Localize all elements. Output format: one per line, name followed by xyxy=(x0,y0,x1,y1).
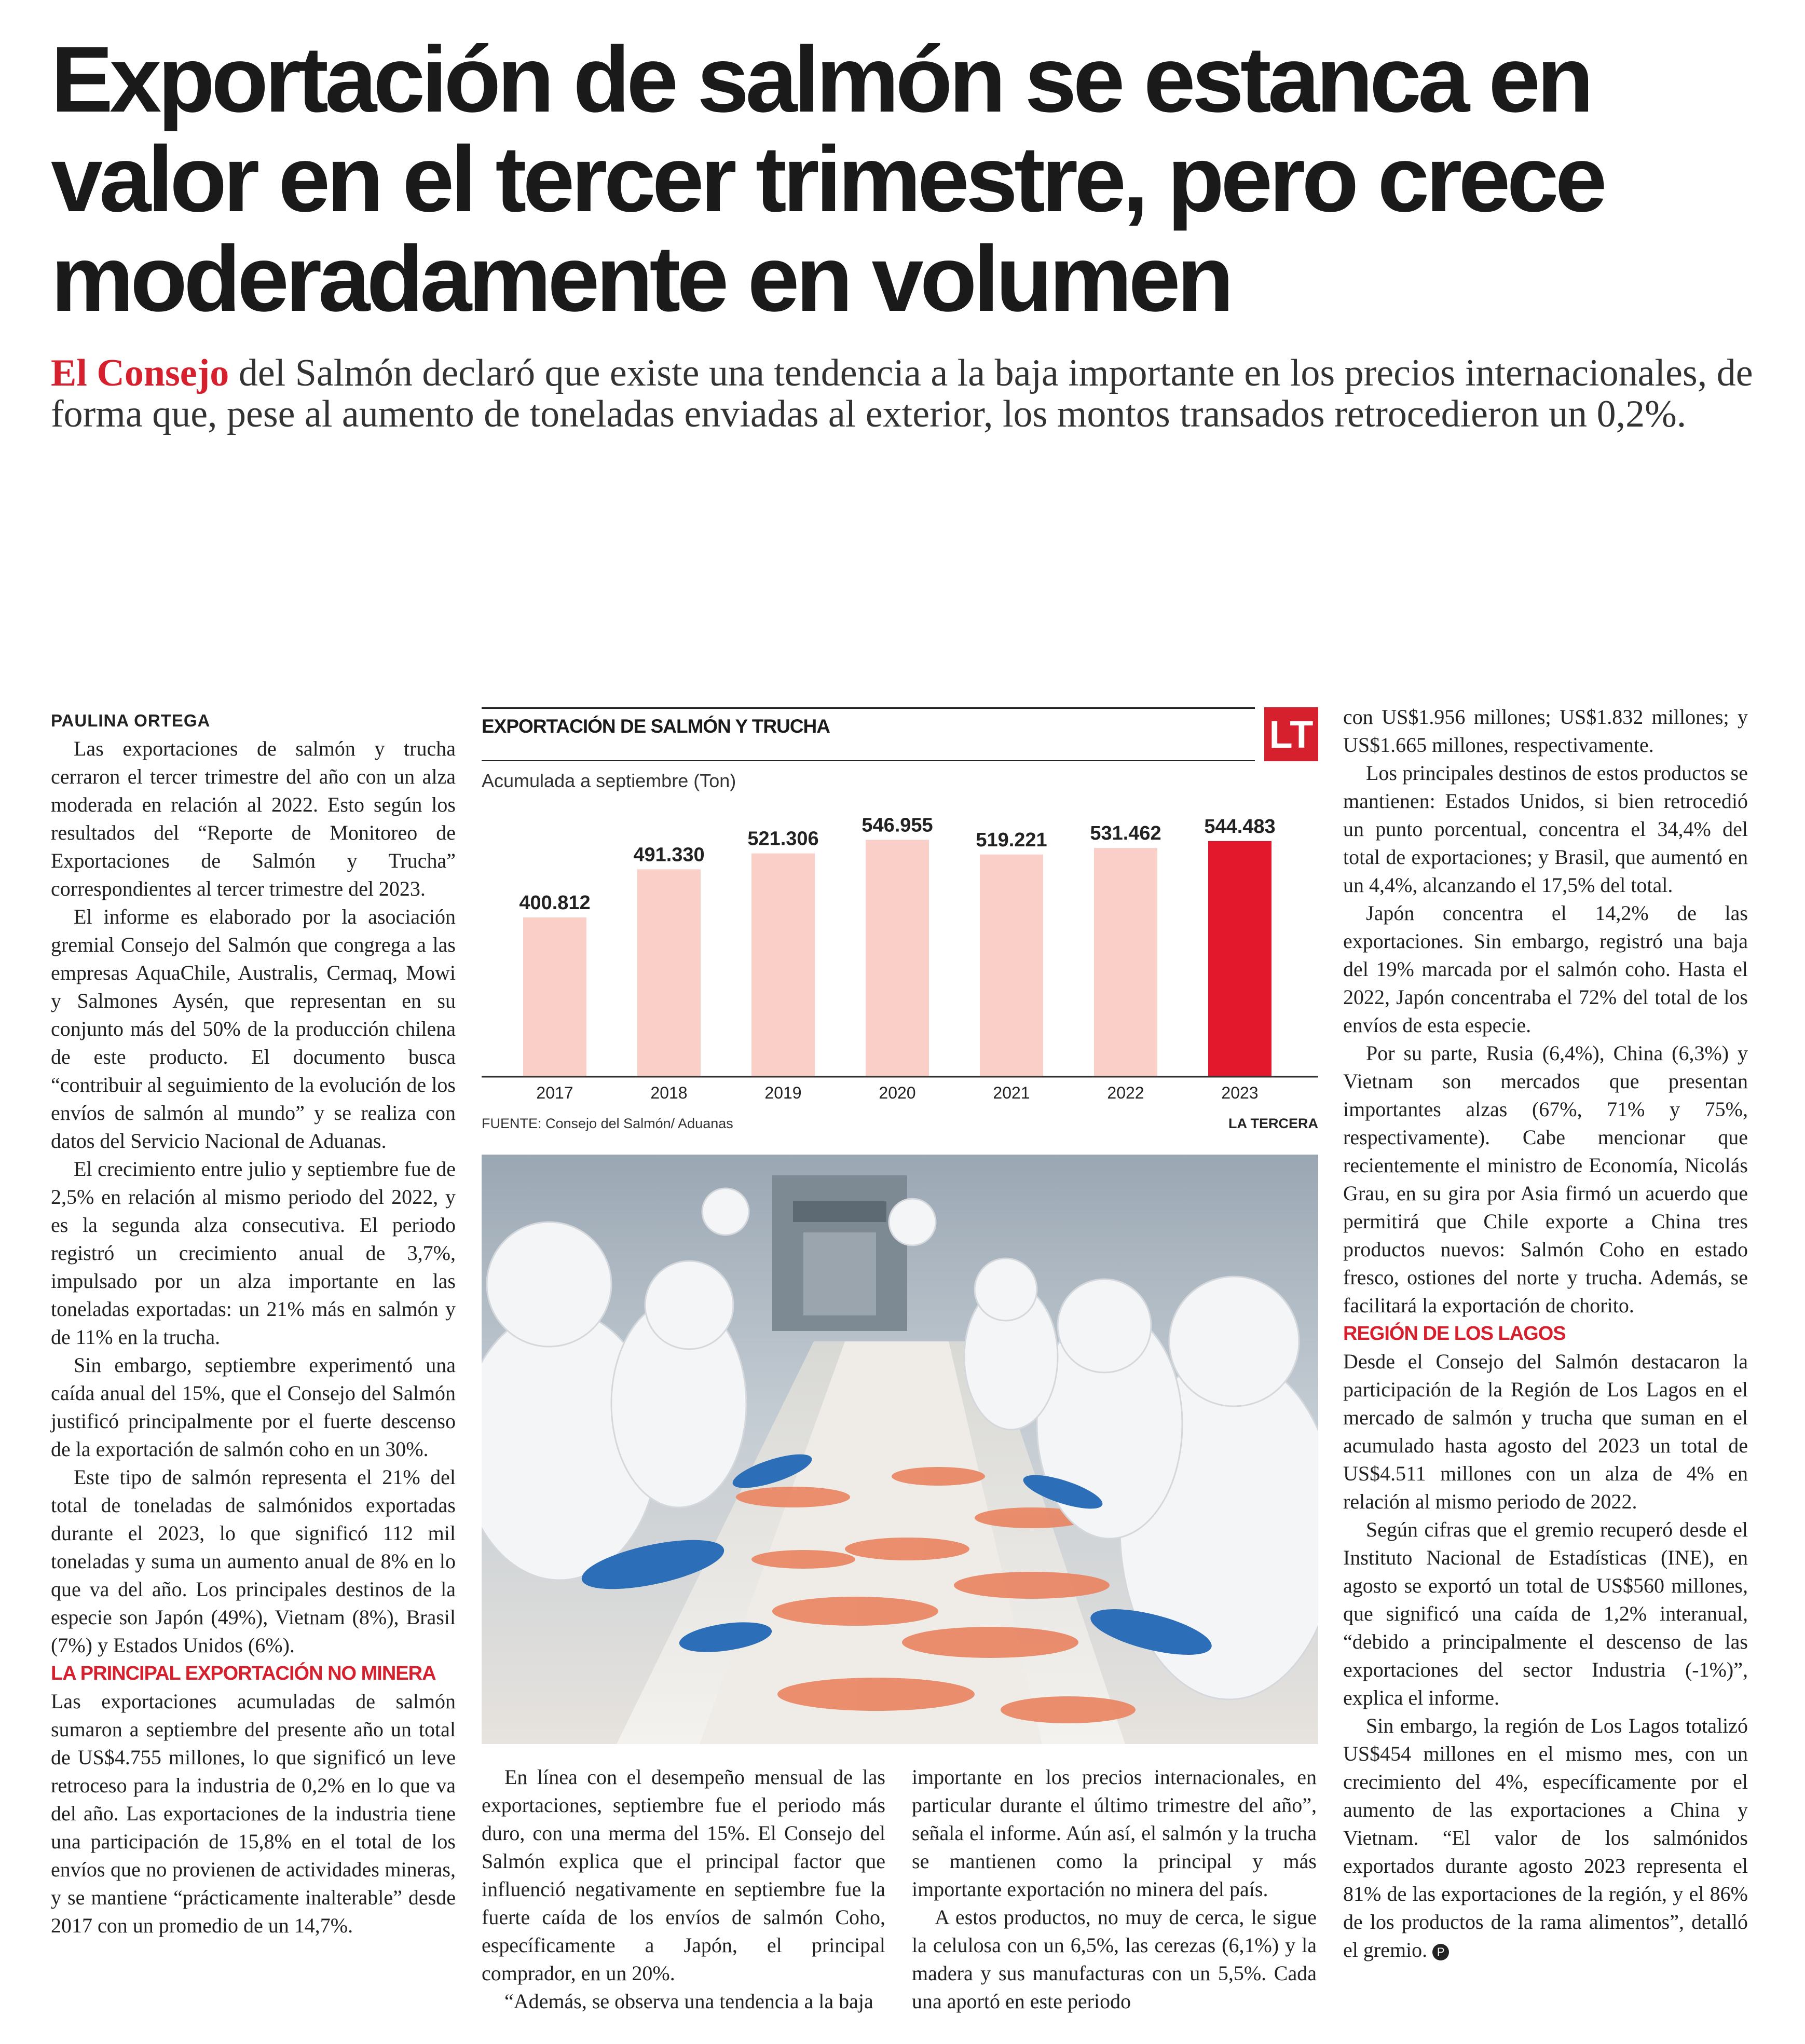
paragraph: A estos productos, no muy de cerca, le sigue la celulosa con un 6,5%, las cerezas (6,1%) y la madera y sus manufacturas con un 5,5%. Cada una aportó en este periodo xyxy=(912,1905,1317,2013)
bar-2019 xyxy=(751,854,815,1077)
export-chart xyxy=(482,707,1318,1133)
chart-title: EXPORTACIÓN DE SALMÓN Y TRUCHA xyxy=(482,716,830,737)
chart-source: FUENTE: Consejo del Salmón/ Aduanas xyxy=(482,1116,733,1131)
subheading-no-minera: LA PRINCIPAL EXPORTACIÓN NO MINERA xyxy=(51,1663,436,1684)
x-tick-label: 2017 xyxy=(536,1083,573,1102)
lead-highlight: El Consejo xyxy=(51,352,229,394)
paragraph: Japón concentra el 14,2% de las exportaciones. Sin embargo, registró una baja del 19% marcada por el salmón coho. Hasta el 2022, Japón concentraba el 72% del total de los envíos de esta especie. xyxy=(1343,901,1748,1037)
paragraph: con US$1.956 millones; US$1.832 millones; y US$1.665 millones, respectivamente. xyxy=(1343,705,1748,757)
paragraph: El informe es elaborado por la asociación gremial Consejo del Salmón que congrega a las empresas AquaChile, Australis, Cermaq, Mowi y Salmones Aysén, que representan en su conjunto más del 50% de la producción chilena de este producto. El documento busca “contribuir al seguimiento de la evolución de los envíos de salmón al mundo” y se realiza con datos del Servicio Nacional de Aduanas. xyxy=(51,905,456,1153)
lead-paragraph xyxy=(51,353,1763,435)
article-column-1 xyxy=(51,707,456,1940)
x-tick-label: 2019 xyxy=(764,1083,802,1102)
paragraph: El crecimiento entre julio y septiembre fue de 2,5% en relación al mismo periodo del 2022, y es la segunda alza consecutiva. El periodo registró un crecimiento anual de 3,7%, impulsado por un alza importante en las toneladas exportadas: un 21% más en salmón y de 11% en la trucha. xyxy=(51,1157,456,1349)
bar-2021 xyxy=(980,855,1043,1077)
paragraph: Los principales destinos de estos productos se mantienen: Estados Unidos, si bien retrocedió un punto porcentual, concentra el 34,4% del total de exportaciones; y Brasil, que aumentó en un 4,4%, alcanzando el 17,5% del total. xyxy=(1343,761,1748,897)
chart-subtitle: Acumulada a septiembre (Ton) xyxy=(482,770,736,791)
paragraph: Por su parte, Rusia (6,4%), China (6,3%) y Vietnam son mercados que presentan importantes alzas (67%, 71% y 75%, respectivamente). Cabe mencionar que recientemente el ministro de Economía, Nicolás Grau, en su gira por Asia firmó un acuerdo que permitirá que Chile exporte a China tres productos nuevos: Salmón Coho en estado fresco, ostiones del norte y trucha. Además, se facilitará la exportación de chorito. xyxy=(1343,1041,1748,1317)
end-mark-icon: P xyxy=(1432,1944,1449,1960)
x-tick-label: 2018 xyxy=(650,1083,688,1102)
bar-chart xyxy=(482,765,1318,1108)
paragraph: Sin embargo, septiembre experimentó una caída anual del 15%, que el Consejo del Salmón justificó principalmente por el fuerte descenso de la exportación de salmón coho en un 30%. xyxy=(51,1353,456,1461)
bar-2022 xyxy=(1094,848,1157,1077)
paragraph: Este tipo de salmón representa el 21% del total de toneladas de salmónidos exportadas durante el 2023, lo que significó 112 mil toneladas y suma un aumento anual de 8% en lo que va del año. Los principales destinos de la especie son Japón (49%), Vietnam (8%), Brasil (7%) y Estados Unidos (6%). xyxy=(51,1465,456,1657)
paragraph: Las exportaciones acumuladas de salmón sumaron a septiembre del presente año un total de US$4.755 millones, lo que significó un leve retroceso para la industria de 0,2% en lo que va del año. Las exportaciones de la industria tiene una participación de 15,8% en el total de los envíos que no provienen de actividades mineras, y se mantiene “prácticamente inalterable” desde 2017 con un promedio de un 14,7%. xyxy=(51,1690,456,1937)
x-tick-label: 2022 xyxy=(1107,1083,1144,1102)
paragraph: En línea con el desempeño mensual de las exportaciones, septiembre fue el periodo más duro, con una merma del 15%. El Consejo del Salmón explica que el principal factor que influenció negativamente en septiembre fue la fuerte caída de los envíos de salmón Coho, específicamente a Japón, el principal comprador, en un 20%. xyxy=(482,1765,885,1985)
bar-2018 xyxy=(637,869,701,1077)
subheading-los-lagos: REGIÓN DE LOS LAGOS xyxy=(1343,1323,1566,1345)
bar-value-label: 519.221 xyxy=(976,829,1047,851)
bar-2017 xyxy=(523,917,586,1077)
byline: PAULINA ORTEGA xyxy=(51,711,211,730)
bar-value-label: 491.330 xyxy=(633,844,705,866)
article-column-2 xyxy=(482,1763,885,2015)
la-tercera-logo: LT xyxy=(1264,707,1318,761)
headline: Exportación de salmón se estanca en valor en el tercer trimestre, pero crece moderadamente en volumen xyxy=(51,28,1604,331)
article-column-4 xyxy=(1343,703,1748,1964)
x-tick-label: 2023 xyxy=(1221,1083,1259,1102)
bar-value-label: 521.306 xyxy=(747,828,819,850)
bar-value-label: 544.483 xyxy=(1204,815,1276,838)
paragraph: Las exportaciones de salmón y trucha cerraron el tercer trimestre del año con un alza moderada en relación al 2022. Esto según los resultados del “Reporte de Monitoreo de Exportaciones de Salmón y Trucha” correspondientes al tercer trimestre del 2023. xyxy=(51,737,456,900)
x-tick-label: 2020 xyxy=(879,1083,916,1102)
paragraph-text: Sin embargo, la región de Los Lagos totalizó US$454 millones en el mismo mes, con un crecimiento del 4%, específicamente por el aumento de las exportaciones a China y Vietnam. “El valor de los salmónidos exportados durante agosto 2023 representa el 81% de las exportaciones de la región, y el 86% de los productos de la rama alimentos”, detalló el gremio. xyxy=(1343,1714,1748,1961)
x-tick-label: 2021 xyxy=(993,1083,1030,1102)
article-column-3 xyxy=(912,1763,1317,2015)
paragraph: Desde el Consejo del Salmón destacaron la participación de la Región de Los Lagos en el mercado de salmón y trucha que suman en el acumulado hasta agosto del 2023 un total de US$4.511 millones con un alza de 4% en relación al mismo periodo de 2022. xyxy=(1343,1350,1748,1513)
bar-value-label: 400.812 xyxy=(519,891,591,914)
bar-value-label: 531.462 xyxy=(1090,822,1161,845)
paragraph xyxy=(1343,1712,1748,1964)
chart-bars xyxy=(519,814,1275,1102)
lead-text: del Salmón declaró que existe una tendencia a la baja importante en los precios internacionales, de forma que, pese al aumento de toneladas enviadas al exterior, los montos transados retrocedieron un 0,2%. xyxy=(51,352,1753,435)
paragraph: importante en los precios internacionales, en particular durante el último trimestre del año”, señala el informe. Aún así, el salmón y la trucha se mantienen como la principal y más importante exportación no minera del país. xyxy=(912,1765,1317,1901)
paragraph: Según cifras que el gremio recuperó desde el Instituto Nacional de Estadísticas (INE), en agosto se exportó un total de US$560 millones, que significó una caída de 1,2% interanual, “debido a principalmente el descenso de las exportaciones del sector Industria (-1%)”, explica el informe. xyxy=(1343,1518,1748,1709)
bar-2020 xyxy=(866,840,929,1077)
chart-rule xyxy=(482,760,1255,761)
paragraph: “Además, se observa una tendencia a la baja xyxy=(504,1990,873,2013)
bar-2023 xyxy=(1208,841,1271,1077)
bar-value-label: 546.955 xyxy=(862,814,933,836)
salmon-processing-photo xyxy=(482,1155,1318,1744)
chart-rule xyxy=(482,707,1255,709)
chart-brand: LA TERCERA xyxy=(1228,1116,1318,1131)
